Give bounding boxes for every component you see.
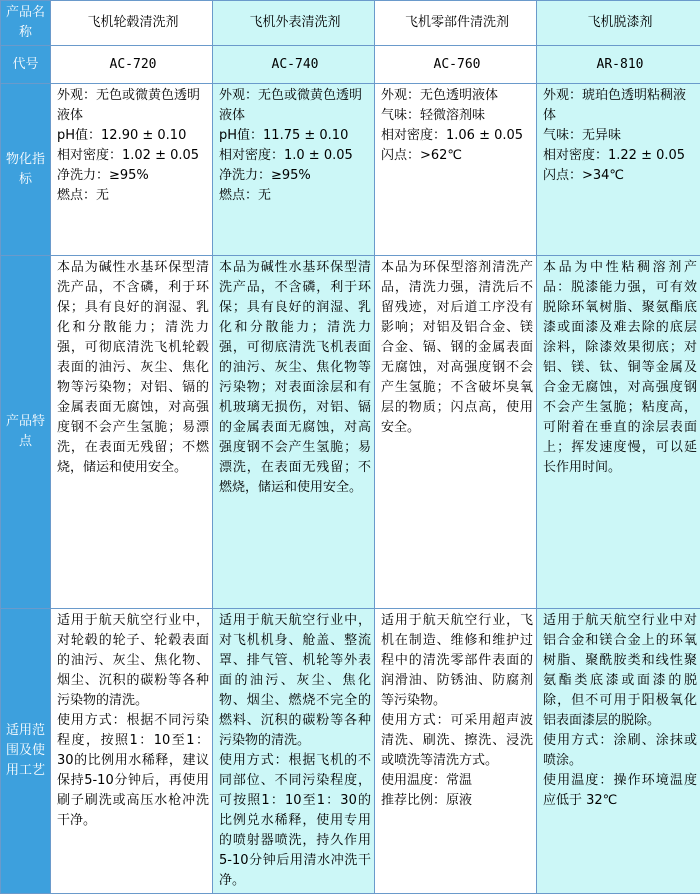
physchem-line: 燃点：无 [57, 186, 209, 206]
product-code-cell: AC-720 [51, 46, 213, 84]
scope-text: 使用方式：涂刷、涂抹或喷涂。 [543, 731, 697, 771]
physchem-cell [213, 84, 375, 256]
features-text: 本品为碱性水基环保型清洗产品，不含磷，利于环保；具有良好的润湿、乳化和分散能力；清洗力强，可彻底清洗飞机轮毂表面的油污、灰尘、焦化物等污染物；对铝、镉的金属表面无腐蚀，对高强度钢不会产生氢脆；易漂洗，在表面无残留；不燃烧，储运和使用安全。 [57, 258, 209, 478]
scope-text: 适用于航天航空行业中，对飞机机身、舱盖、整流罩、排气管、机轮等外表面的油污、灰尘、焦化物、烟尘、燃烧不完全的燃料、沉积的碳粉等各种污染物的清洗。 [219, 611, 371, 751]
physchem-line: 闪点：>62℃ [381, 146, 533, 166]
physchem-line: pH值：11.75 ± 0.10 [219, 126, 371, 146]
product-code-cell: AC-740 [213, 46, 375, 84]
scope-text: 使用方式：根据不同污染程度，按照1：10至1：30的比例用水稀释，建议保持5-10分钟后，再使用刷子刷洗或高压水枪冲洗干净。 [57, 711, 209, 831]
physchem-line: 相对密度：1.22 ± 0.05 [543, 146, 697, 166]
features-cell [213, 256, 375, 609]
scope-text: 使用温度：操作环境温度应低于 32℃ [543, 771, 697, 811]
product-code-cell: AR-810 [537, 46, 700, 84]
physchem-line: 净洗力：≥95% [57, 166, 209, 186]
scope-text: 推荐比例：原液 [381, 791, 533, 811]
scope-cell [537, 609, 700, 894]
scope-label: 适用范围及使用工艺 [1, 609, 51, 894]
physchem-line: 净洗力：≥95% [219, 166, 371, 186]
physchem-line: 外观：无色或微黄色透明液体 [219, 86, 371, 126]
product-code-label: 代号 [1, 46, 51, 84]
product-name-cell: 飞机外表清洗剂 [213, 1, 375, 46]
features-label: 产品特点 [1, 256, 51, 609]
physchem-cell [375, 84, 537, 256]
physchem-label: 物化指标 [1, 84, 51, 256]
physchem-line: pH值：12.90 ± 0.10 [57, 126, 209, 146]
scope-cell [213, 609, 375, 894]
physchem-line: 外观：无色或微黄色透明液体 [57, 86, 209, 126]
scope-text: 适用于航天航空行业中对铝合金和镁合金上的环氧树脂、聚酰胺类和线性聚氨酯类底漆或面漆的脱除，但不可用于阳极氧化铝表面漆层的脱除。 [543, 611, 697, 731]
physchem-line: 外观：无色透明液体 [381, 86, 533, 106]
product-name-cell: 飞机轮毂清洗剂 [51, 1, 213, 46]
physchem-cell [51, 84, 213, 256]
features-cell [51, 256, 213, 609]
physchem-line: 气味：轻微溶剂味 [381, 106, 533, 126]
scope-text: 适用于航天航空行业，飞机在制造、维修和维护过程中的清洗零部件表面的润滑油、防锈油、防腐剂等污染物。 [381, 611, 533, 711]
scope-text: 使用温度：常温 [381, 771, 533, 791]
product-name-cell: 飞机脱漆剂 [537, 1, 700, 46]
physchem-line: 气味：无异味 [543, 126, 697, 146]
physchem-line: 相对密度：1.02 ± 0.05 [57, 146, 209, 166]
physchem-row [1, 84, 700, 256]
features-cell [375, 256, 537, 609]
physchem-line: 相对密度：1.06 ± 0.05 [381, 126, 533, 146]
physchem-line: 外观：琥珀色透明粘稠液体 [543, 86, 697, 126]
scope-cell [51, 609, 213, 894]
product-name-label: 产品名称 [1, 1, 51, 46]
scope-text: 适用于航天航空行业中，对轮毂的轮子、轮毂表面的油污、灰尘、焦化物、烟尘、沉积的碳粉等各种污染物的清洗。 [57, 611, 209, 711]
physchem-line: 闪点：>34℃ [543, 166, 697, 186]
features-text: 本品为环保型溶剂清洗产品，清洗力强，清洗后不留残迹，对后道工序没有影响；对铝及铝合金、镁合金、镉、钢的金属表面无腐蚀，对高强度钢不会产生氢脆；不含破坏臭氧层的物质；闪点高，使用安全。 [381, 258, 533, 438]
physchem-line: 燃点：无 [219, 186, 371, 206]
product-name-row [1, 1, 700, 46]
features-row [1, 256, 700, 609]
features-text: 本品为碱性水基环保型清洗产品，不含磷，利于环保；具有良好的润湿、乳化和分散能力；清洗力强，可彻底清洗飞机表面的油污、灰尘、焦化物等污染物；对表面涂层和有机玻璃无损伤，对铝、镉的金属表面无腐蚀，对高强度钢不会产生氢脆；易漂洗，在表面无残留；不燃烧，储运和使用安全。 [219, 258, 371, 498]
product-code-row [1, 46, 700, 84]
features-text: 本品为中性粘稠溶剂产品：脱漆能力强，可有效脱除环氧树脂、聚氨酯底漆或面漆及难去除的底层涂料，除漆效果彻底；对铝、镁、钛、铜等金属及合金无腐蚀，对高强度钢不会产生氢脆；粘度高，可附着在垂直的涂层表面上；挥发速度慢，可以延长作用时间。 [543, 258, 697, 478]
scope-row [1, 609, 700, 894]
product-code-cell: AC-760 [375, 46, 537, 84]
scope-text: 使用方式：可采用超声波清洗、刷洗、擦洗、浸洗或喷洗等清洗方式。 [381, 711, 533, 771]
scope-cell [375, 609, 537, 894]
physchem-line: 相对密度：1.0 ± 0.05 [219, 146, 371, 166]
product-name-cell: 飞机零部件清洗剂 [375, 1, 537, 46]
physchem-cell [537, 84, 700, 256]
features-cell [537, 256, 700, 609]
scope-text: 使用方式：根据飞机的不同部位、不同污染程度，可按照1：10至1：30的比例兑水稀释，使用专用的喷射器喷洗，持久作用5-10分钟后用清水冲洗干净。 [219, 751, 371, 891]
